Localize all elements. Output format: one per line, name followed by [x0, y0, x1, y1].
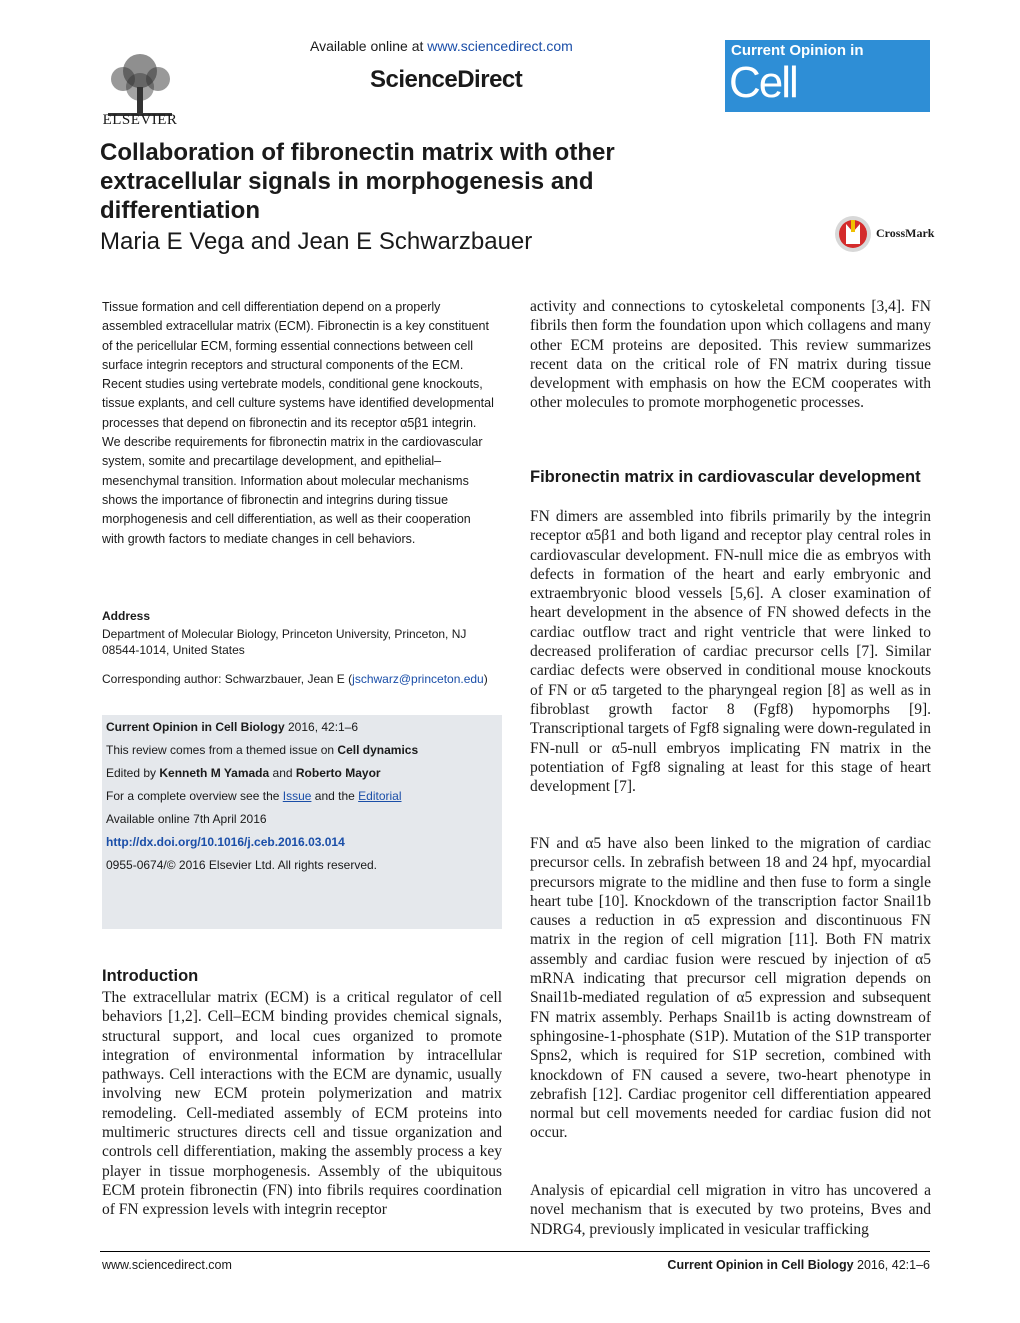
footer-site: www.sciencedirect.com — [102, 1258, 232, 1272]
article-authors: Maria E Vega and Jean E Schwarzbauer — [100, 228, 533, 255]
info-editors: Edited by Kenneth M Yamada and Roberto Mayor — [106, 766, 381, 780]
info-doi — [106, 835, 345, 849]
author-email-link[interactable]: jschwarz@princeton.edu — [352, 672, 484, 686]
address-heading: Address — [102, 609, 151, 623]
corresponding-author: Corresponding author: Schwarzbauer, Jean E (jschwarz@princeton.edu) — [102, 672, 488, 686]
introduction-heading: Introduction — [102, 967, 199, 985]
footer-citation: Current Opinion in Cell Biology 2016, 42:1–6 — [667, 1258, 930, 1272]
body-paragraph: Analysis of epicardial cell migration in vitro has uncovered a novel mechanism that is executed by two proteins, Bves and NDRG4, previously implicated in vesicular trafficking — [530, 1182, 931, 1238]
body-paragraph: activity and connections to cytoskeletal components [3,4]. FN fibrils then form the foundation upon which collagens and many other ECM proteins are deposited. This review summarizes recent data on the critical role of FN matrix during tissue development with emphasis on how the ECM cooperates with other molecules to promote morphogenetic processes. — [530, 298, 931, 412]
footer-rule — [100, 1251, 930, 1252]
issue-link[interactable]: Issue — [282, 789, 312, 803]
crossmark-label: CrossMark — [876, 226, 935, 240]
journal-logo: Current Opinion in Cell Biology — [725, 40, 930, 112]
publisher-name: ELSEVIER — [102, 112, 178, 128]
abstract: Tissue formation and cell differentiation depend on a properly assembled extracellular matrix (ECM). Fibronectin is a key constituent of the pericellular ECM, forming essential connections between cell surface integrin receptors and structural components of the ECM. Recent studies using vertebrate models, conditional gene knockouts, tissue explants, and cell culture systems have identified developmental processes that depend on fibronectin and its receptor α5β1 integrin. We describe requirements for fibronectin matrix in the cardiovascular system, somite and precartilage development, and epithelial–mesenchymal transition. Information about molecular mechanisms shows the importance of fibronectin and integrins during tissue morphogenesis and cell differentiation, as well as their cooperation with growth factors to mediate changes in cell behaviors. — [102, 300, 494, 546]
address-text: Department of Molecular Biology, Princeton University, Princeton, NJ 08544-1014, United States — [102, 627, 467, 657]
sciencedirect-link[interactable]: www.sciencedirect.com — [427, 38, 573, 54]
platform-name: ScienceDirect — [370, 66, 523, 93]
introduction-text: The extracellular matrix (ECM) is a critical regulator of cell behaviors [1,2]. Cell–ECM binding provides chemical signals, structural support, and local cues organized to promote integration of environmental information by intracellular pathways. Cell interactions with the ECM are dynamic, usually involving new ECM protein polymerization and matrix remodeling. Cell-mediated assembly of ECM proteins into multimeric structures directs cell and tissue organization and controls cell differentiation, making the assembly process a key player in tissue morphogenesis. Assembly of the ubiquitous ECM protein fibronectin (FN) into fibrils requires coordination of FN expression levels with integrin receptor — [102, 989, 502, 1219]
crossmark-icon[interactable] — [833, 214, 873, 254]
body-paragraph: FN dimers are assembled into fibrils primarily by the integrin receptor α5β1 and both ligand and receptor play central roles in cardiovascular development. FN-null mice die as embryos with defects in formation of the heart and early embryonic and extraembryonic blood vessels [5,6]. A closer examination of heart development in the absence of FN showed defects in the cardiac outflow tract and right ventricle that were linked to decreased proliferation of cardiac precursor cells [7]. Similar cardiac defects were observed in conditional mouse knockouts of FN or α5 targeted to the pharyngeal region [8] as well as in fibroblast growth factor 8 (Fgf8) hypomorphs [9]. Transcriptional targets of Fgf8 signaling were down-regulated in FN-null or α5-null embryos implicating FN matrix in the potentiation of Fgf8 signaling at least for this stage of heart development [7]. — [530, 508, 931, 796]
info-issue: This review comes from a themed issue on Cell dynamics — [106, 743, 419, 757]
available-online: Available online at www.sciencedirect.com — [310, 38, 573, 54]
article-info-box — [102, 715, 502, 929]
article-title: Collaboration of fibronectin matrix with other extracellular signals in morphogenesis and differentiation — [100, 139, 615, 224]
info-available: Available online 7th April 2016 — [106, 812, 267, 826]
doi-link[interactable]: http://dx.doi.org/10.1016/j.ceb.2016.03.014 — [106, 835, 345, 849]
info-overview: For a complete overview see the Issue and the Editorial — [106, 789, 402, 803]
info-copyright: 0955-0674/© 2016 Elsevier Ltd. All rights reserved. — [106, 858, 377, 872]
body-paragraph: FN and α5 have also been linked to the migration of cardiac precursor cells. In zebrafish between 18 and 24 hpf, myocardial precursors migrate to the midline and then fuse to form a single heart tube [10]. Knockdown of the transcription factor Snail1b causes a reduction in α5 expression and discontinuous FN matrix in the region of cell migration [11]. Both FN matrix assembly and cardiac fusion were rescued by injection of α5 mRNA indicating that precursor cell migration depends on Snail1b-mediated regulation of α5 expression and subsequent FN matrix assembly. Perhaps Snail1b is acting downstream of sphingosine-1-phosphate (S1P). Mutation of the S1P transporter Spns2, which is required for S1P secretion, combined with knockdown of FN caused a severe, two-heart phenotype in zebrafish [12]. Cardiac progenitor cell differentiation appeared normal but cell movements needed for cardiac fusion did not occur. — [530, 835, 931, 1142]
info-citation: Current Opinion in Cell Biology 2016, 42:1–6 — [106, 720, 359, 734]
section-heading: Fibronectin matrix in cardiovascular development — [530, 468, 921, 486]
editorial-link[interactable]: Editorial — [358, 789, 402, 803]
